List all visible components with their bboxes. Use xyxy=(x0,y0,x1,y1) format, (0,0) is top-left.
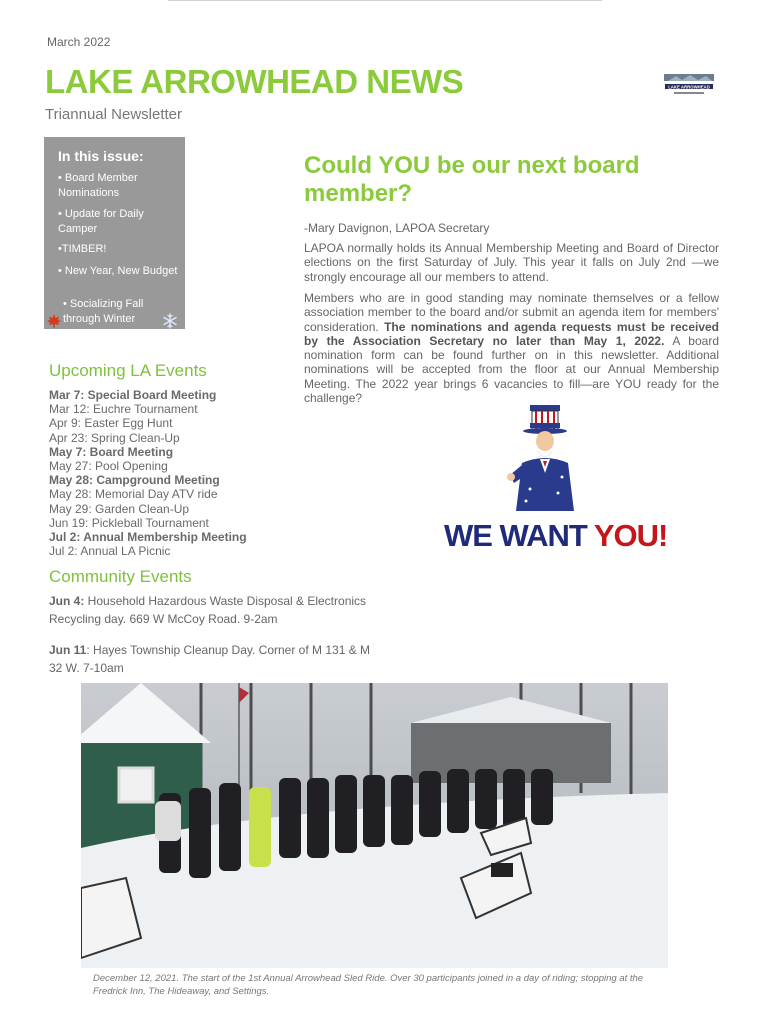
issue-item: • Update for Daily Camper xyxy=(58,208,144,235)
article-paragraph: Members who are in good standing may nominate themselves or a fellow association member to the board and/or submit an agenda item for members' consideration. The nominations and agenda requests must be received by the Association Secretary no later than May 1, 2022. A board nomination form can be found further on in this newsletter. Additional nominations will be accepted from the floor at our Annual Membership Meeting. The 2022 year brings 6 vacancies to fill—are YOU ready for the challenge? xyxy=(304,291,720,406)
snowmobile-group-photo xyxy=(81,683,668,968)
event-item: May 27: Pool Opening xyxy=(49,459,168,474)
issue-item: • Board Member Nominations xyxy=(58,172,138,199)
issue-box-title: In this issue: xyxy=(58,148,144,164)
event-item: Jul 2: Annual Membership Meeting xyxy=(49,530,247,545)
top-rule xyxy=(168,0,602,1)
community-event-item xyxy=(49,592,366,628)
event-item: May 7: Board Meeting xyxy=(49,444,174,459)
photo-caption: December 12, 2021. The start of the 1st Annual Arrowhead Sled Ride. Over 30 participants joined in a day of riding; stopping at the Fredrick Inn, The Hideaway, and Settings. xyxy=(93,973,644,997)
community-event-date: Jun 4: xyxy=(49,594,85,608)
community-event-text: Household Hazardous Waste Disposal & Electronics xyxy=(84,594,367,608)
community-event-date: Jun 11 xyxy=(49,643,87,657)
we-want-you-banner: WE WANT YOU! xyxy=(444,518,668,553)
issue-item: • Socializing Fall through Winter xyxy=(63,298,144,325)
in-this-issue-box xyxy=(44,137,185,329)
lake-arrowhead-logo xyxy=(662,72,716,100)
article-title: Could YOU be our next board member? xyxy=(304,152,640,207)
article-paragraph: LAPOA normally holds its Annual Membership Meeting and Board of Director elections on the first Saturday of July. This year it falls on July 2nd —we strongly encourage all our members to attend. xyxy=(304,241,719,284)
event-item: May 29: Garden Clean-Up xyxy=(49,501,190,516)
newsletter-title: LAKE ARROWHEAD NEWS xyxy=(45,63,464,100)
article-byline: -Mary Davignon, LAPOA Secretary xyxy=(304,221,490,235)
issue-item: • New Year, New Budget xyxy=(58,265,178,277)
event-item: Jun 19: Pickleball Tournament xyxy=(49,515,209,530)
issue-item: •TIMBER! xyxy=(58,243,107,255)
event-item: Mar 7: Special Board Meeting xyxy=(49,388,217,402)
issue-date: March 2022 xyxy=(47,35,111,49)
event-item: May 28: Memorial Day ATV ride xyxy=(49,487,218,502)
event-item: Jul 2: Annual LA Picnic xyxy=(49,544,171,559)
uncle-sam-illustration xyxy=(500,403,590,513)
community-event-item xyxy=(49,641,370,677)
nomination-deadline: The nominations and agenda requests must be received by the Association Secretary no later than May 1, 2022. xyxy=(304,319,720,348)
community-event-text: Recycling day. 669 W McCoy Road. 9-2am xyxy=(49,612,278,626)
community-events-heading: Community Events xyxy=(49,567,192,586)
community-event-text: : Hayes Township Cleanup Day. Corner of M 131 & M xyxy=(86,643,371,657)
newsletter-subtitle: Triannual Newsletter xyxy=(45,106,182,123)
maple-leaf-icon xyxy=(46,313,62,329)
upcoming-events-list xyxy=(49,388,247,558)
event-item: Apr 23: Spring Clean-Up xyxy=(49,430,180,445)
community-event-text: 32 W. 7-10am xyxy=(49,661,124,675)
logo-text: LAKE ARROWHEAD xyxy=(668,84,710,90)
snowflake-icon xyxy=(162,313,178,329)
upcoming-events-heading: Upcoming LA Events xyxy=(49,361,207,380)
event-item: Apr 9: Easter Egg Hunt xyxy=(49,416,173,431)
event-item: May 28: Campground Meeting xyxy=(49,473,220,488)
event-item: Mar 12: Euchre Tournament xyxy=(49,402,198,417)
